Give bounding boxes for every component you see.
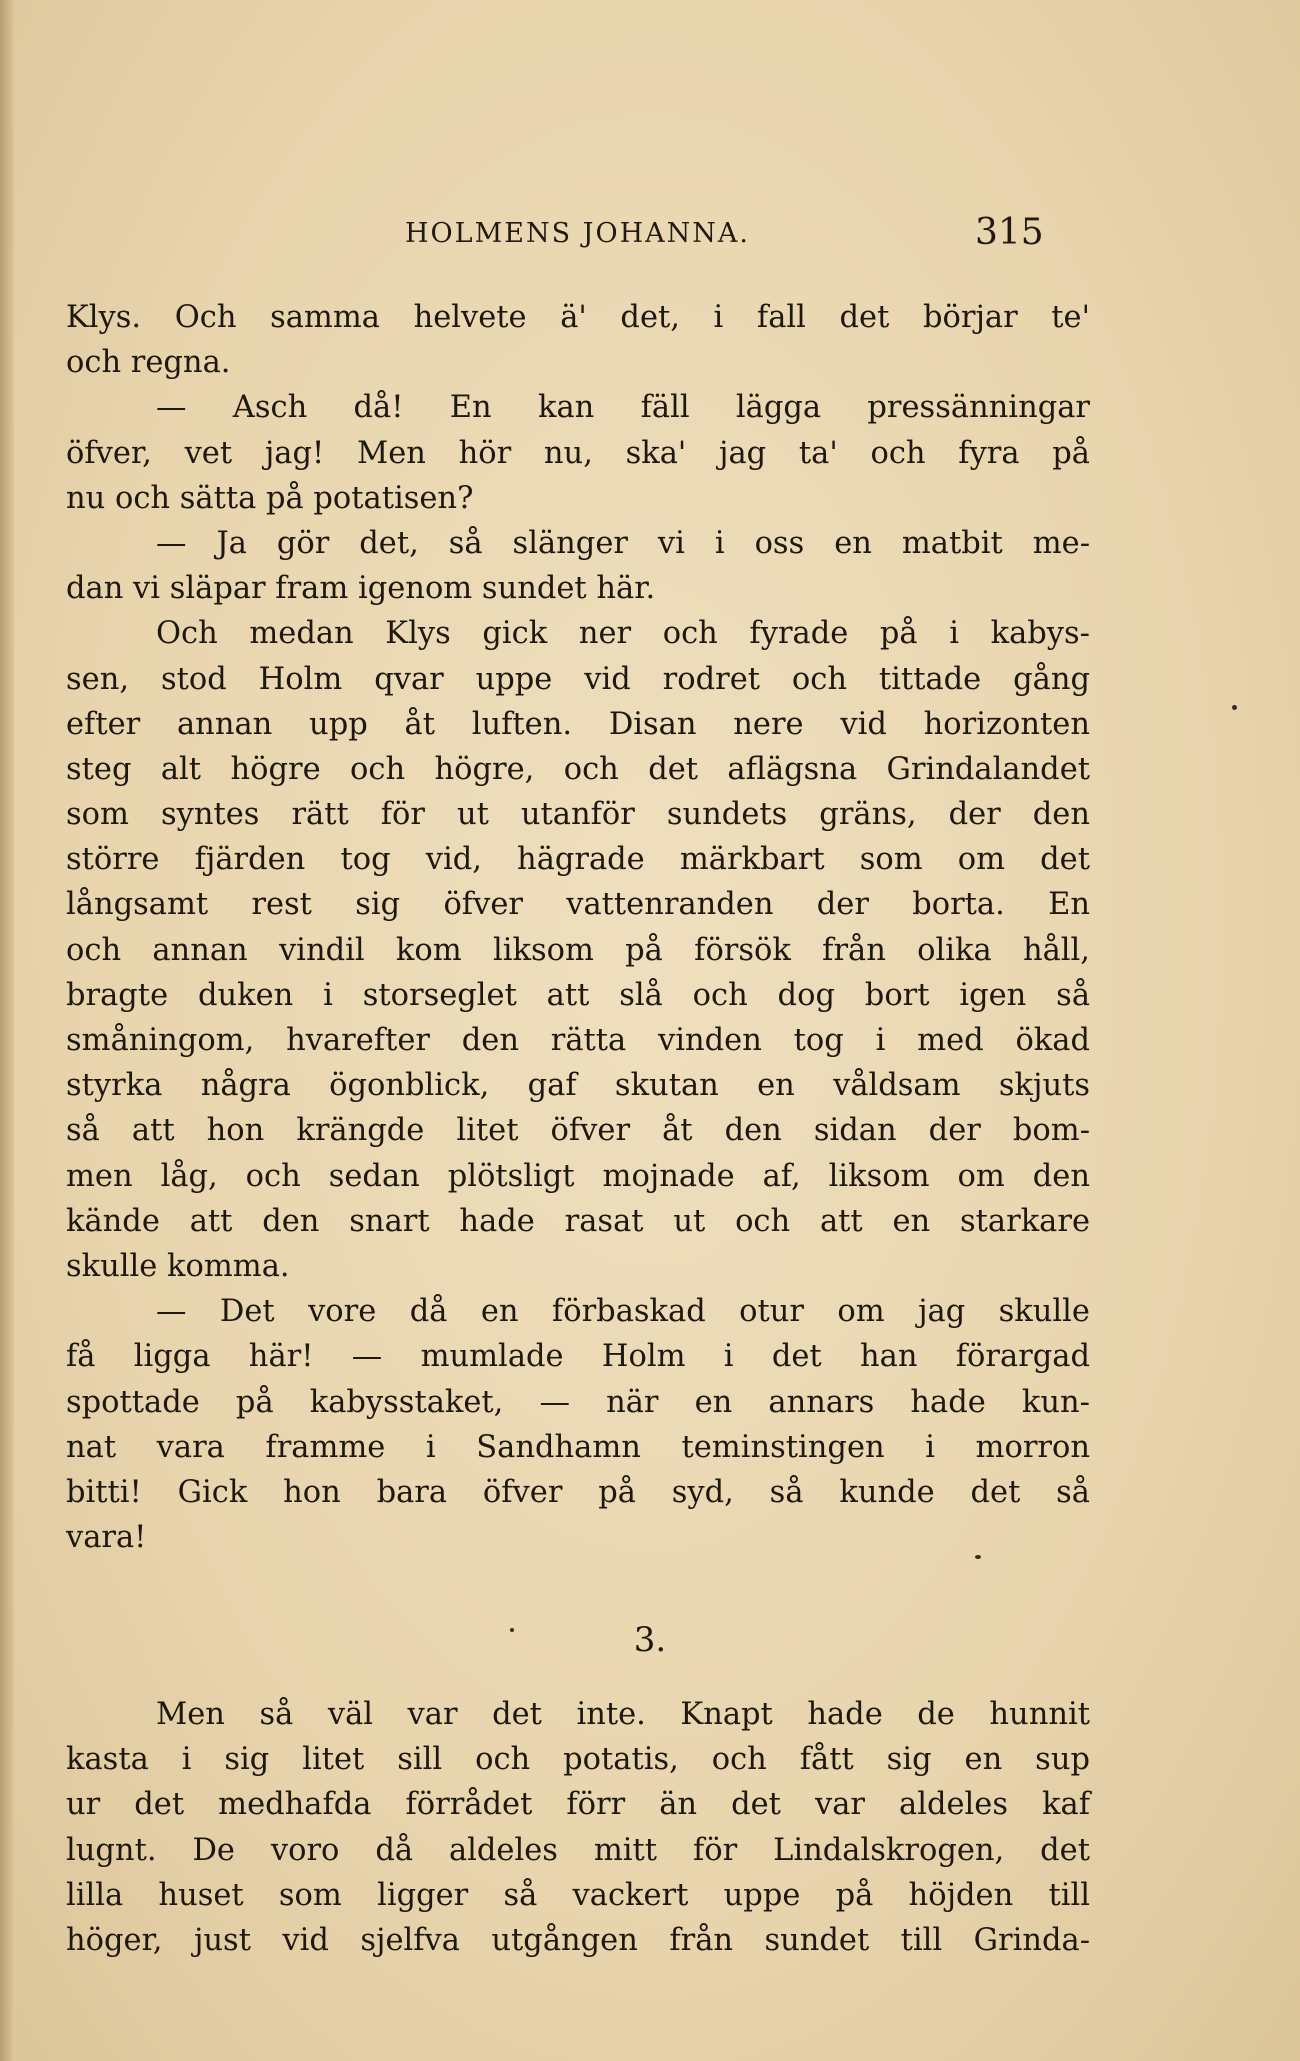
text-line: lilla huset som ligger så vackert uppe på höjden till — [66, 1877, 1090, 1913]
text-line: nu och sätta på potatisen? — [66, 480, 474, 516]
text-line: — Asch då! En kan fäll lägga pressänningar — [156, 390, 1090, 426]
text-line: långsamt rest sig öfver vattenranden der borta. En — [66, 887, 1090, 923]
chapter-number: 3. — [633, 1620, 667, 1660]
text-line: lugnt. De voro då aldeles mitt för Lindalskrogen, det — [66, 1832, 1090, 1868]
text-line: — Det vore då en förbaskad otur om jag skulle — [156, 1294, 1090, 1330]
ink-speck — [1232, 705, 1237, 710]
body-text — [66, 295, 1090, 1560]
text-line: nat vara framme i Sandhamn teminstingen i morron — [66, 1429, 1090, 1465]
text-line: men låg, och sedan plötsligt mojnade af, liksom om den — [66, 1158, 1090, 1194]
text-line: — Ja gör det, så slänger vi i oss en matbit me- — [156, 525, 1090, 561]
text-line: skulle komma. — [66, 1248, 290, 1284]
text-line: och annan vindil kom liksom på försök från olika håll, — [66, 932, 1090, 968]
body-text-chapter-3 — [66, 1692, 1090, 1963]
text-line: Klys. Och samma helvete ä' det, i fall det börjar te' — [66, 300, 1090, 335]
text-line: större fjärden tog vid, hägrade märkbart som om det — [66, 842, 1090, 878]
text-line: kasta i sig litet sill och potatis, och fått sig en sup — [66, 1742, 1090, 1778]
text-line: spottade på kabysstaket, — när en annars hade kun- — [66, 1384, 1090, 1420]
text-line: ur det medhafda förrådet förr än det var aldeles kaf — [66, 1787, 1090, 1823]
text-line: dan vi släpar fram igenom sundet här. — [66, 571, 656, 607]
text-line: steg alt högre och högre, och det aflägsna Grindalandet — [66, 751, 1090, 787]
text-line: som syntes rätt för ut utanför sundets gräns, der den — [66, 797, 1090, 833]
page-edge-shadow — [0, 0, 14, 2061]
text-line: sen, stod Holm qvar uppe vid rodret och tittade gång — [66, 661, 1090, 697]
text-line: efter annan upp åt luften. Disan nere vid horizonten — [66, 706, 1090, 742]
text-line: Men så väl var det inte. Knapt hade de hunnit — [156, 1697, 1090, 1732]
text-line: höger, just vid sjelfva utgången från sundet till Grinda- — [66, 1922, 1090, 1958]
text-line: och regna. — [66, 345, 231, 381]
text-line: bragte duken i storseglet att slå och dog bort igen så — [66, 977, 1090, 1013]
text-line: få ligga här! — mumlade Holm i det han förargad — [66, 1339, 1090, 1375]
text-line: bitti! Gick hon bara öfver på syd, så kunde det så — [66, 1474, 1090, 1510]
text-line: vara! — [66, 1520, 147, 1556]
running-head — [0, 212, 1300, 258]
ink-speck — [975, 1555, 981, 1559]
text-line: öfver, vet jag! Men hör nu, ska' jag ta' och fyra på — [66, 435, 1090, 471]
text-line: styrka några ögonblick, gaf skutan en våldsam skjuts — [66, 1068, 1090, 1104]
page-number: 315 — [975, 212, 1044, 253]
running-head-title: HOLMENS JOHANNA. — [405, 218, 751, 249]
ink-speck — [510, 1628, 514, 1632]
text-line: så att hon krängde litet öfver åt den sidan der bom- — [66, 1113, 1090, 1149]
text-line: Och medan Klys gick ner och fyrade på i kabys- — [156, 616, 1090, 652]
text-line: småningom, hvarefter den rätta vinden tog i med ökad — [66, 1023, 1090, 1058]
text-line: kände att den snart hade rasat ut och att en starkare — [66, 1203, 1090, 1239]
